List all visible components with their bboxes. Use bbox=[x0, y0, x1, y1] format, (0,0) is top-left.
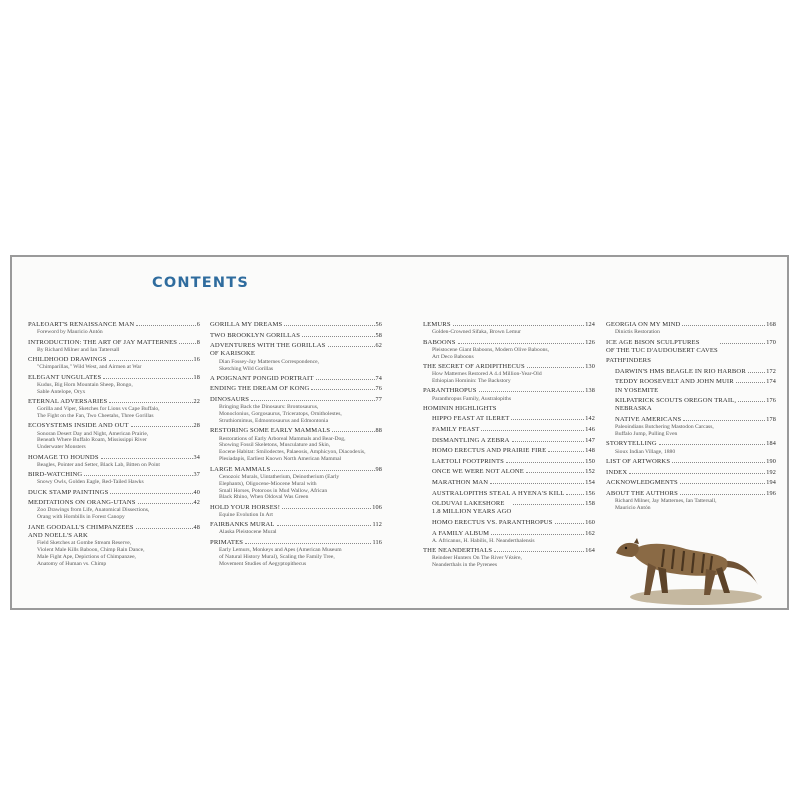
animal-hind-leg-2 bbox=[716, 567, 730, 593]
toc-column-2 bbox=[210, 321, 382, 570]
toc-description: Cenozoic Murals, Uintatherium, Deinotherium (Early Elephants), Oligocene-Miocene Mural with Small Horses, Potoroos in Mud Wallow, African Black Rhino, When Oldoval Was Green bbox=[219, 473, 340, 501]
leader-dots bbox=[748, 372, 765, 373]
toc-title-row bbox=[210, 342, 382, 358]
toc-page-number: 156 bbox=[585, 489, 595, 497]
leader-dots bbox=[245, 543, 371, 544]
toc-title-row bbox=[423, 500, 595, 516]
toc-description: Restorations of Early Arboreal Mammals and Bear-Dog, Showing Fossil Skeletons, Musculature and Skin, Eocene Habitat: Smilodectes, Palaeosis, Amphicyon, Diacodexis, Plesiadapis, Earliest Known North American Mammal bbox=[219, 435, 366, 463]
toc-entry bbox=[423, 405, 595, 413]
toc-page-number: 48 bbox=[193, 523, 200, 531]
toc-title: PARANTHROPUS bbox=[423, 387, 477, 395]
toc-title: THE SECRET OF ARDIPITHECUS bbox=[423, 362, 525, 370]
toc-title: ADVENTURES WITH THE GORILLAS OF KARISOKE bbox=[210, 342, 326, 358]
toc-entry bbox=[423, 363, 595, 385]
toc-description: Zoo Drawings from Life, Anatomical Dissections, Orang with Hornbills in Forest Canopy bbox=[37, 507, 150, 521]
toc-page-number: 178 bbox=[766, 416, 776, 424]
toc-title-row bbox=[28, 398, 200, 406]
toc-title-row bbox=[28, 454, 200, 462]
toc-page-number: 142 bbox=[585, 415, 595, 423]
toc-title-row bbox=[210, 375, 382, 383]
toc-entry bbox=[423, 530, 595, 545]
toc-entry bbox=[210, 342, 382, 372]
leader-dots bbox=[284, 325, 374, 326]
toc-title: PRIMATES bbox=[210, 538, 244, 546]
toc-description: A. Africanus, H. Habilis, H. Neanderthalensis bbox=[432, 537, 535, 544]
toc-title-row bbox=[423, 339, 595, 347]
leader-dots bbox=[526, 472, 584, 473]
toc-entry bbox=[606, 440, 776, 455]
toc-title: GEORGIA ON MY MIND bbox=[606, 321, 681, 328]
toc-title: THE NEANDERTHALS bbox=[423, 547, 493, 555]
toc-page-number: 76 bbox=[375, 385, 382, 393]
toc-page-number: 34 bbox=[193, 453, 200, 461]
leader-dots bbox=[481, 430, 584, 431]
toc-page-number: 116 bbox=[372, 538, 382, 546]
toc-title: HOMO ERECTUS AND PRAIRIE FIRE bbox=[432, 447, 547, 455]
toc-entry bbox=[606, 397, 776, 413]
toc-page-number: 196 bbox=[766, 489, 776, 497]
toc-entry bbox=[423, 426, 595, 434]
toc-title: HOLD YOUR HORSES! bbox=[210, 503, 281, 511]
toc-entry bbox=[606, 469, 776, 477]
toc-title-row bbox=[28, 356, 200, 364]
toc-title: KILPATRICK SCOUTS OREGON TRAIL, NEBRASKA bbox=[615, 397, 737, 413]
toc-entry bbox=[606, 416, 776, 438]
toc-page-number: 190 bbox=[766, 457, 776, 465]
toc-title-row bbox=[606, 469, 776, 477]
leader-dots bbox=[453, 325, 585, 326]
leader-dots bbox=[136, 528, 193, 529]
toc-entry bbox=[28, 471, 200, 486]
toc-page-number: 62 bbox=[375, 342, 382, 350]
toc-title: DISMANTLING A ZEBRA bbox=[432, 436, 510, 444]
toc-page-number: 124 bbox=[585, 321, 595, 328]
toc-description: Golden-Crowned Sifaka, Brown Lemur bbox=[432, 329, 521, 336]
toc-title-row bbox=[210, 385, 382, 393]
leader-dots bbox=[277, 525, 372, 526]
leader-dots bbox=[136, 325, 195, 326]
leader-dots bbox=[179, 343, 196, 344]
leader-dots bbox=[512, 441, 585, 442]
animal-ear bbox=[634, 538, 639, 544]
toc-title: GORILLA MY DREAMS bbox=[210, 321, 283, 328]
toc-title: DINOSAURS bbox=[210, 395, 250, 403]
toc-entry bbox=[28, 489, 200, 497]
toc-entry bbox=[28, 524, 200, 568]
toc-entry bbox=[28, 398, 200, 420]
toc-entry bbox=[210, 521, 382, 536]
leader-dots bbox=[506, 462, 584, 463]
toc-title-row bbox=[423, 479, 595, 487]
toc-entry bbox=[423, 547, 595, 569]
toc-title-row bbox=[210, 427, 382, 435]
toc-entry bbox=[210, 385, 382, 393]
contents-spread bbox=[10, 255, 789, 610]
toc-description: "Chimparillas," Wild West, and Airmen at War bbox=[37, 364, 142, 371]
toc-title-row bbox=[423, 458, 595, 466]
toc-page-number: 160 bbox=[585, 518, 595, 526]
toc-entry bbox=[210, 466, 382, 502]
toc-page-number: 138 bbox=[585, 387, 595, 395]
toc-title: MARATHON MAN bbox=[432, 478, 489, 486]
toc-title: LIST OF ARTWORKS bbox=[606, 457, 671, 465]
toc-title-row bbox=[423, 363, 595, 371]
toc-title: ELEGANT UNGULATES bbox=[28, 373, 102, 381]
toc-title-row bbox=[423, 447, 595, 455]
toc-title-row bbox=[210, 332, 382, 340]
toc-page-number: 8 bbox=[196, 338, 200, 346]
leader-dots bbox=[109, 360, 193, 361]
toc-entry bbox=[28, 454, 200, 469]
leader-dots bbox=[311, 389, 374, 390]
toc-title-row bbox=[28, 339, 200, 347]
leader-dots bbox=[109, 402, 192, 403]
toc-title-row bbox=[210, 539, 382, 547]
toc-entry bbox=[423, 500, 595, 516]
leader-dots bbox=[302, 336, 374, 337]
toc-entry bbox=[606, 490, 776, 512]
toc-title: LEMURS bbox=[423, 321, 451, 328]
leader-dots bbox=[659, 444, 766, 445]
toc-title-row bbox=[210, 504, 382, 512]
contents-heading: CONTENTS bbox=[152, 275, 249, 291]
toc-entry bbox=[423, 447, 595, 455]
toc-entry bbox=[210, 375, 382, 383]
toc-description: Richard Milner, Jay Matternes, Ian Tattersall, Mauricio Antón bbox=[615, 497, 717, 511]
leader-dots bbox=[491, 534, 584, 535]
toc-title: ENDING THE DREAM OF KONG bbox=[210, 385, 310, 393]
toc-entry bbox=[423, 415, 595, 423]
toc-title: HOMAGE TO HOUNDS bbox=[28, 453, 99, 461]
toc-description: By Richard Milner and Ian Tattersall bbox=[37, 346, 120, 353]
toc-entry bbox=[210, 427, 382, 463]
toc-title-row bbox=[423, 405, 595, 413]
leader-dots bbox=[110, 493, 192, 494]
toc-title-row bbox=[606, 368, 776, 376]
animal-head bbox=[616, 543, 639, 557]
toc-title: A FAMILY ALBUM bbox=[432, 529, 490, 537]
toc-page-number: 37 bbox=[193, 471, 200, 479]
toc-entry bbox=[210, 539, 382, 568]
toc-description: How Matternes Restored A 4.4 Million-Year-Old Ethiopian Hominin: The Backstory bbox=[432, 371, 542, 385]
toc-title: FAIRBANKS MURAL bbox=[210, 521, 275, 529]
toc-title-row bbox=[423, 530, 595, 538]
toc-title-row bbox=[606, 440, 776, 448]
toc-entry bbox=[423, 458, 595, 466]
toc-page-number: 112 bbox=[372, 521, 382, 529]
toc-column-3 bbox=[423, 321, 595, 571]
toc-title-row bbox=[606, 458, 776, 466]
prehistoric-mammal-illustration bbox=[608, 519, 768, 607]
toc-entry bbox=[423, 519, 595, 527]
toc-title-row bbox=[423, 468, 595, 476]
toc-page-number: 22 bbox=[193, 397, 200, 405]
toc-title-row bbox=[28, 374, 200, 382]
leader-dots bbox=[103, 378, 192, 379]
toc-description: Snowy Owls, Golden Eagle, Red-Tailed Hawks bbox=[37, 479, 144, 486]
toc-entry bbox=[423, 321, 595, 336]
leader-dots bbox=[720, 343, 765, 344]
toc-entry bbox=[606, 357, 776, 365]
leader-dots bbox=[251, 400, 374, 401]
leader-dots bbox=[738, 401, 765, 402]
leader-dots bbox=[328, 346, 375, 347]
toc-title-row bbox=[210, 321, 382, 329]
leader-dots bbox=[282, 508, 371, 509]
leader-dots bbox=[682, 325, 765, 326]
leader-dots bbox=[680, 483, 765, 484]
toc-page-number: 18 bbox=[193, 373, 200, 381]
toc-title-row bbox=[606, 479, 776, 487]
toc-entry bbox=[606, 378, 776, 394]
toc-title: MEDITATIONS ON ORANG-UTANS bbox=[28, 499, 136, 507]
toc-title-row bbox=[606, 378, 776, 394]
animal-front-leg bbox=[644, 563, 656, 595]
leader-dots bbox=[511, 419, 584, 420]
toc-title: TEDDY ROOSEVELT AND JOHN MUIR IN YOSEMITE bbox=[615, 378, 734, 394]
toc-entry bbox=[28, 321, 200, 336]
toc-entry bbox=[28, 422, 200, 451]
toc-title-row bbox=[423, 387, 595, 395]
toc-title: HOMININ HIGHLIGHTS bbox=[423, 404, 497, 412]
toc-column-4 bbox=[606, 321, 776, 514]
toc-title: ACKNOWLEDGMENTS bbox=[606, 479, 678, 487]
toc-title: CHILDHOOD DRAWINGS bbox=[28, 356, 107, 363]
toc-description: Dinictis Restoration bbox=[615, 329, 660, 336]
toc-description: Sioux Indian Village, 1880 bbox=[615, 448, 676, 455]
toc-title-row bbox=[606, 397, 776, 413]
toc-title: STORYTELLING bbox=[606, 440, 657, 448]
toc-page-number: 77 bbox=[375, 395, 382, 403]
toc-page-number: 16 bbox=[193, 356, 200, 363]
leader-dots bbox=[672, 462, 765, 463]
toc-page-number: 130 bbox=[585, 362, 595, 370]
toc-page-number: 40 bbox=[193, 488, 200, 496]
toc-title: ICE AGE BISON SCULPTURES OF THE TUC D'AUDOUBERT CAVES bbox=[606, 338, 718, 354]
toc-title-row bbox=[28, 471, 200, 479]
toc-page-number: 168 bbox=[766, 321, 776, 328]
animal-eye bbox=[625, 547, 627, 549]
toc-page-number: 28 bbox=[193, 422, 200, 430]
toc-title: BABOONS bbox=[423, 338, 456, 346]
toc-entry bbox=[423, 387, 595, 402]
toc-description: Alaska Pleistocene Mural bbox=[219, 529, 277, 536]
toc-title: HIPPO FEAST AT ILERET bbox=[432, 415, 510, 423]
toc-entry bbox=[423, 490, 595, 498]
toc-title-row bbox=[423, 547, 595, 555]
toc-title-row bbox=[210, 466, 382, 474]
toc-description: Bringing Back the Dinosaurs: Brontosaurus, Monoclonius, Gorgosaurus, Triceratops, Ornitholestes, Struthiomimus, Edmontosaurus and Edmontonia bbox=[219, 404, 342, 424]
leader-dots bbox=[332, 431, 374, 432]
toc-entry bbox=[28, 339, 200, 354]
toc-title: PATHFINDERS bbox=[606, 357, 652, 365]
toc-title: PALEOART'S RENAISSANCE MAN bbox=[28, 321, 135, 328]
toc-page-number: 158 bbox=[585, 500, 595, 508]
toc-title-row bbox=[28, 321, 200, 329]
toc-title: TWO BROOKLYN GORILLAS bbox=[210, 331, 301, 339]
toc-description: Paleoindians Butchering Mastodon Carcass, Buffalo Jump, Pulling Even bbox=[615, 424, 714, 438]
leader-dots bbox=[555, 523, 585, 524]
toc-description: Dian Fossey-Jay Matternes Correspondence, Sketching Wild Gorillas bbox=[219, 358, 320, 372]
toc-title: OLDUVAI LAKESHORE 1.8 MILLION YEARS AGO bbox=[432, 500, 512, 516]
toc-title: ECOSYSTEMS INSIDE AND OUT bbox=[28, 422, 129, 430]
toc-page-number: 172 bbox=[766, 367, 776, 375]
leader-dots bbox=[527, 367, 584, 368]
toc-page-number: 152 bbox=[585, 468, 595, 476]
toc-title: AUSTRALOPITHS STEAL A HYENA'S KILL bbox=[432, 489, 565, 497]
toc-description: Field Sketches at Gombe Stream Reserve, Violent Male Kills Baboon, Chimp Rain Dance, Male Fight Ape, Depictions of Chimpanzee, Anatomy of Human vs. Chimp bbox=[37, 540, 145, 567]
toc-title: INDEX bbox=[606, 468, 628, 476]
toc-page-number: 184 bbox=[766, 440, 776, 448]
toc-description: Sonoran Desert Day and Night, American Prairie, Beneath Where Buffalo Roam, Mississippi River Underwater Monsters bbox=[37, 430, 149, 451]
leader-dots bbox=[458, 343, 585, 344]
toc-entry bbox=[210, 321, 382, 329]
toc-page-number: 58 bbox=[375, 331, 382, 339]
toc-page-number: 106 bbox=[372, 503, 382, 511]
toc-title-row bbox=[423, 437, 595, 445]
toc-title: ETERNAL ADVERSARIES bbox=[28, 397, 108, 405]
toc-page-number: 98 bbox=[375, 465, 382, 473]
toc-title: ONCE WE WERE NOT ALONE bbox=[432, 468, 524, 476]
toc-column-1 bbox=[28, 321, 200, 570]
toc-page-number: 174 bbox=[766, 378, 776, 386]
toc-title-row bbox=[28, 422, 200, 430]
toc-entry bbox=[210, 504, 382, 519]
toc-title-row bbox=[423, 426, 595, 434]
toc-title-row bbox=[606, 416, 776, 424]
toc-page-number: 88 bbox=[375, 427, 382, 435]
toc-entry bbox=[606, 479, 776, 487]
toc-description: Equine Evolution In Art bbox=[219, 511, 273, 518]
toc-title: INTRODUCTION: THE ART OF JAY MATTERNES bbox=[28, 338, 178, 346]
toc-description: Paranthropus Family, Australopiths bbox=[432, 395, 512, 402]
toc-title-row bbox=[28, 489, 200, 497]
toc-title-row bbox=[210, 521, 382, 529]
leader-dots bbox=[479, 391, 585, 392]
toc-description: Gorilla and Viper, Sketches for Lions vs Cape Buffalo, The Fight on the Fan, Two Cheetahs, Three Gorillas bbox=[37, 406, 160, 420]
toc-description: Early Lemurs, Monkeys and Apes (American Museum of Natural History Mural), Scaling the Family Tree, Movement Studies of Aegyptopithecus bbox=[219, 546, 342, 567]
toc-title: DARWIN'S HMS BEAGLE IN RIO HARBOR bbox=[615, 367, 746, 375]
toc-page-number: 146 bbox=[585, 426, 595, 433]
toc-page-number: 192 bbox=[766, 468, 776, 476]
toc-page-number: 56 bbox=[375, 321, 382, 328]
toc-title: JANE GOODALL'S CHIMPANZEES AND NOELL'S ARK bbox=[28, 523, 134, 539]
toc-entry bbox=[606, 339, 776, 355]
toc-title-row bbox=[606, 339, 776, 355]
toc-title-row bbox=[423, 321, 595, 329]
toc-title-row bbox=[423, 490, 595, 498]
toc-entry bbox=[606, 321, 776, 336]
toc-page-number: 162 bbox=[585, 529, 595, 537]
toc-description: Kudus, Big Horn Mountain Sheep, Bongo, Sable Antelope, Oryx bbox=[37, 381, 133, 395]
toc-title-row bbox=[423, 519, 595, 527]
leader-dots bbox=[513, 504, 584, 505]
toc-entry bbox=[28, 374, 200, 396]
toc-title: RESTORING SOME EARLY MAMMALS bbox=[210, 427, 331, 435]
toc-page-number: 42 bbox=[193, 499, 200, 507]
toc-title: NATIVE AMERICANS bbox=[615, 416, 682, 424]
toc-title: LAETOLI FOOTPRINTS bbox=[432, 457, 504, 465]
leader-dots bbox=[272, 470, 374, 471]
toc-page-number: 150 bbox=[585, 457, 595, 465]
toc-page-number: 194 bbox=[766, 479, 776, 487]
toc-title: ABOUT THE AUTHORS bbox=[606, 489, 678, 497]
toc-title: LARGE MAMMALS bbox=[210, 465, 271, 473]
toc-page-number: 148 bbox=[585, 447, 595, 455]
toc-entry bbox=[210, 396, 382, 425]
leader-dots bbox=[138, 503, 193, 504]
toc-entry bbox=[210, 332, 382, 340]
toc-page-number: 176 bbox=[766, 397, 776, 405]
leader-dots bbox=[629, 473, 765, 474]
toc-entry bbox=[423, 339, 595, 361]
toc-page-number: 164 bbox=[585, 547, 595, 555]
toc-title-row bbox=[606, 490, 776, 498]
leader-dots bbox=[490, 483, 584, 484]
toc-title-row bbox=[606, 321, 776, 329]
leader-dots bbox=[680, 494, 765, 495]
leader-dots bbox=[494, 551, 584, 552]
toc-title-row bbox=[606, 357, 776, 365]
toc-title: FAMILY FEAST bbox=[432, 426, 480, 433]
toc-description: Reindeer Hunters On The River Vézère, Neanderthals in the Pyrenees bbox=[432, 555, 522, 569]
leader-dots bbox=[131, 426, 193, 427]
toc-title-row bbox=[28, 524, 200, 540]
leader-dots bbox=[316, 379, 375, 380]
toc-entry bbox=[423, 479, 595, 487]
leader-dots bbox=[101, 458, 193, 459]
toc-description: Pleistocene Giant Baboons, Modern Olive Baboons, Art Deco Baboons bbox=[432, 346, 549, 360]
leader-dots bbox=[548, 451, 584, 452]
toc-entry bbox=[423, 437, 595, 445]
leader-dots bbox=[566, 494, 584, 495]
toc-entry bbox=[606, 368, 776, 376]
toc-page-number: 74 bbox=[375, 374, 382, 382]
toc-entry bbox=[423, 468, 595, 476]
toc-title: BIRD-WATCHING bbox=[28, 471, 83, 479]
toc-page-number: 6 bbox=[196, 321, 200, 328]
leader-dots bbox=[736, 382, 765, 383]
toc-description: Beagles, Pointer and Setter, Black Lab, Bitten on Point bbox=[37, 461, 160, 468]
toc-entry bbox=[606, 458, 776, 466]
toc-entry bbox=[28, 356, 200, 371]
toc-page-number: 154 bbox=[585, 478, 595, 486]
toc-page-number: 170 bbox=[766, 338, 776, 346]
toc-title: DUCK STAMP PAINTINGS bbox=[28, 488, 109, 496]
toc-page-number: 126 bbox=[585, 338, 595, 346]
toc-page-number: 147 bbox=[585, 436, 595, 444]
toc-description: Foreword by Mauricio Antón bbox=[37, 329, 103, 336]
toc-title: HOMO ERECTUS VS. PARANTHROPUS bbox=[432, 518, 553, 526]
toc-entry bbox=[28, 499, 200, 521]
leader-dots bbox=[683, 420, 765, 421]
toc-title-row bbox=[423, 415, 595, 423]
toc-title-row bbox=[210, 396, 382, 404]
toc-title: A POIGNANT PONGID PORTRAIT bbox=[210, 374, 314, 382]
leader-dots bbox=[84, 475, 192, 476]
